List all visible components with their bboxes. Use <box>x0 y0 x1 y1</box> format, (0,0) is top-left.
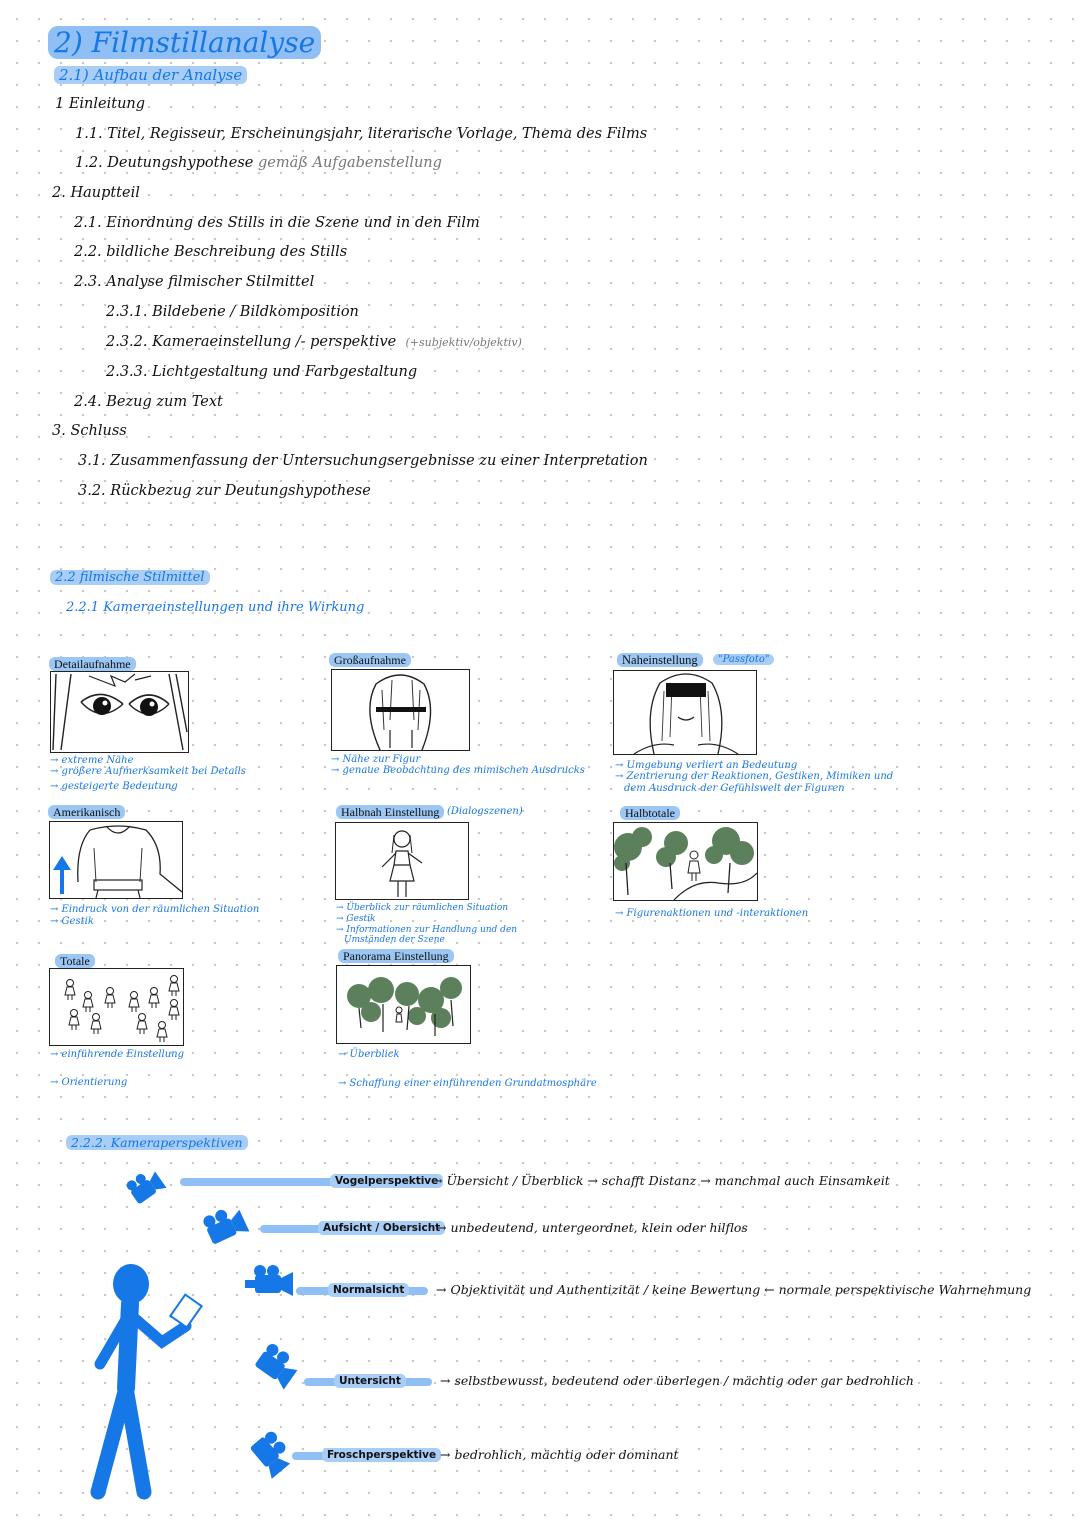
shot-note: → Nähe zur Figur <box>331 754 421 765</box>
outline-item: 1 Einleitung <box>55 96 146 112</box>
perspective-label: Froschperspektive <box>322 1448 441 1462</box>
perspective-description: → Übersicht / Überblick → schafft Distanz → manchmal auch Einsamkeit <box>432 1173 890 1188</box>
section-heading-2-1: 2.1) Aufbau der Analyse <box>54 66 247 84</box>
camera-icon <box>124 1168 168 1212</box>
crowd-figure <box>169 976 179 997</box>
shot-label-gross: Großaufnahme <box>329 653 411 667</box>
shot-note: → genaue Beobachtung des mimischen Ausdrucks <box>331 765 585 776</box>
shot-label-halbnah: Halbnah Einstellung <box>336 805 444 819</box>
shot-label-nah: Naheinstellung <box>617 653 703 667</box>
crowd-figure <box>137 1014 147 1035</box>
section-heading-2-2: 2.2 filmische Stilmittel <box>50 570 210 585</box>
perspective-label: Vogelperspektive <box>330 1174 443 1188</box>
page-title: 2) Filmstillanalyse <box>48 26 321 59</box>
shot-note: → Schaffung einer einführenden Grundatmosphäre <box>338 1078 597 1089</box>
crowd-figure <box>129 992 139 1013</box>
crowd-figure <box>157 1022 167 1043</box>
shot-label-amerikanisch: Amerikanisch <box>48 805 125 819</box>
outline-item: 2.2. bildliche Beschreibung des Stills <box>74 244 348 260</box>
sketch-halbtotale <box>613 822 758 901</box>
person-with-camera-figure <box>70 1260 220 1510</box>
shot-note: → Figurenaktionen und -interaktionen <box>615 908 809 919</box>
shot-note: → Orientierung <box>50 1077 128 1088</box>
perspective-description: → Objektivität und Authentizität / keine Bewertung ← normale perspektivische Wahrnehmung <box>436 1282 1032 1297</box>
section-heading-2-2-1: 2.2.1 Kameraeinstellungen und ihre Wirkung <box>66 600 365 615</box>
outline-item: 2.1. Einordnung des Stills in die Szene und in den Film <box>74 215 480 231</box>
shot-extra-note: (Dialogszenen) <box>447 806 523 817</box>
sketch-totale <box>49 968 184 1046</box>
camera-icon <box>196 1205 252 1253</box>
crowd-figure <box>91 1014 101 1035</box>
crowd-figure <box>83 992 93 1013</box>
sketch-detail <box>50 671 189 753</box>
crowd-figure <box>69 1010 79 1031</box>
shot-label-totale: Totale <box>55 954 95 968</box>
crowd-figure <box>169 1000 179 1021</box>
outline-item: 2. Hauptteil <box>52 185 140 201</box>
perspective-label: Untersicht <box>334 1374 406 1388</box>
shot-note: → einführende Einstellung <box>50 1049 185 1060</box>
outline-item: 2.3. Analyse filmischer Stilmittel <box>74 274 315 290</box>
camera-icon <box>244 1340 300 1396</box>
camera-icon <box>243 1263 295 1303</box>
outline-item: 2.3.1. Bildebene / Bildkomposition <box>106 304 359 320</box>
section-heading-2-2-2: 2.2.2. Kameraperspektiven <box>66 1135 248 1150</box>
perspective-description: → selbstbewusst, bedeutend oder überlegen / mächtig oder gar bedrohlich <box>440 1373 914 1388</box>
crowd-figure <box>149 988 159 1009</box>
outline-item: 3.2. Rückbezug zur Deutungshypothese <box>78 483 371 499</box>
camera-icon <box>238 1425 294 1485</box>
shot-note: → Überblick <box>338 1049 400 1060</box>
perspective-description: → bedrohlich, mächtig oder dominant <box>440 1447 679 1462</box>
shot-note: → Gestik <box>50 916 94 927</box>
sketch-nah <box>613 670 757 755</box>
shot-note: → Umgebung verliert an Bedeutung <box>615 760 798 771</box>
perspective-description: → unbedeutend, untergeordnet, klein oder hilflos <box>436 1220 748 1235</box>
shot-note: → Gestik <box>336 914 376 924</box>
outline-item: 3.1. Zusammenfassung der Untersuchungsergebnisse zu einer Interpretation <box>78 453 648 469</box>
shot-note: Umständen der Szene <box>344 935 445 945</box>
sketch-gross <box>331 669 470 751</box>
outline-item: 3. Schluss <box>52 423 127 439</box>
crowd-figure <box>105 988 115 1009</box>
shot-label-panorama: Panorama Einstellung <box>338 949 454 963</box>
sketch-amerikanisch <box>49 821 183 899</box>
shot-note: → extreme Nähe <box>50 755 134 766</box>
outline-item: 2.4. Bezug zum Text <box>74 394 223 410</box>
shot-extra-note: "Passfoto" <box>713 654 774 665</box>
shot-note: dem Ausdruck der Gefühlswelt der Figuren <box>624 783 845 794</box>
outline-item: 2.3.2. Kameraeinstellung /- perspektive (+subjektiv/objektiv) <box>106 334 522 350</box>
sketch-panorama <box>336 965 471 1044</box>
sketch-halbnah <box>335 822 469 900</box>
shot-note: → Informationen zur Handlung und den <box>336 925 518 935</box>
outline-item: 2.3.3. Lichtgestaltung und Farbgestaltung <box>106 364 418 380</box>
outline-item: 1.1. Titel, Regisseur, Erscheinungsjahr, literarische Vorlage, Thema des Films <box>75 126 648 142</box>
shot-label-halbtotale: Halbtotale <box>620 806 680 820</box>
shot-note: → Eindruck von der räumlichen Situation <box>50 904 260 915</box>
outline-item: 1.2. Deutungshypothese gemäß Aufgabenstellung <box>75 155 442 171</box>
shot-note: → gesteigerte Bedeutung <box>50 781 178 792</box>
shot-note: → größere Aufmerksamkeit bei Details <box>50 766 246 777</box>
shot-note: → Zentrierung der Reaktionen, Gestiken, Mimiken und <box>615 771 894 782</box>
perspective-label: Normalsicht <box>328 1283 409 1297</box>
shot-note: → Überblick zur räumlichen Situation <box>336 903 509 913</box>
shot-label-detail: Detailaufnahme <box>49 657 136 671</box>
crowd-figure <box>65 980 75 1001</box>
perspective-label: Aufsicht / Obersicht <box>318 1221 445 1235</box>
